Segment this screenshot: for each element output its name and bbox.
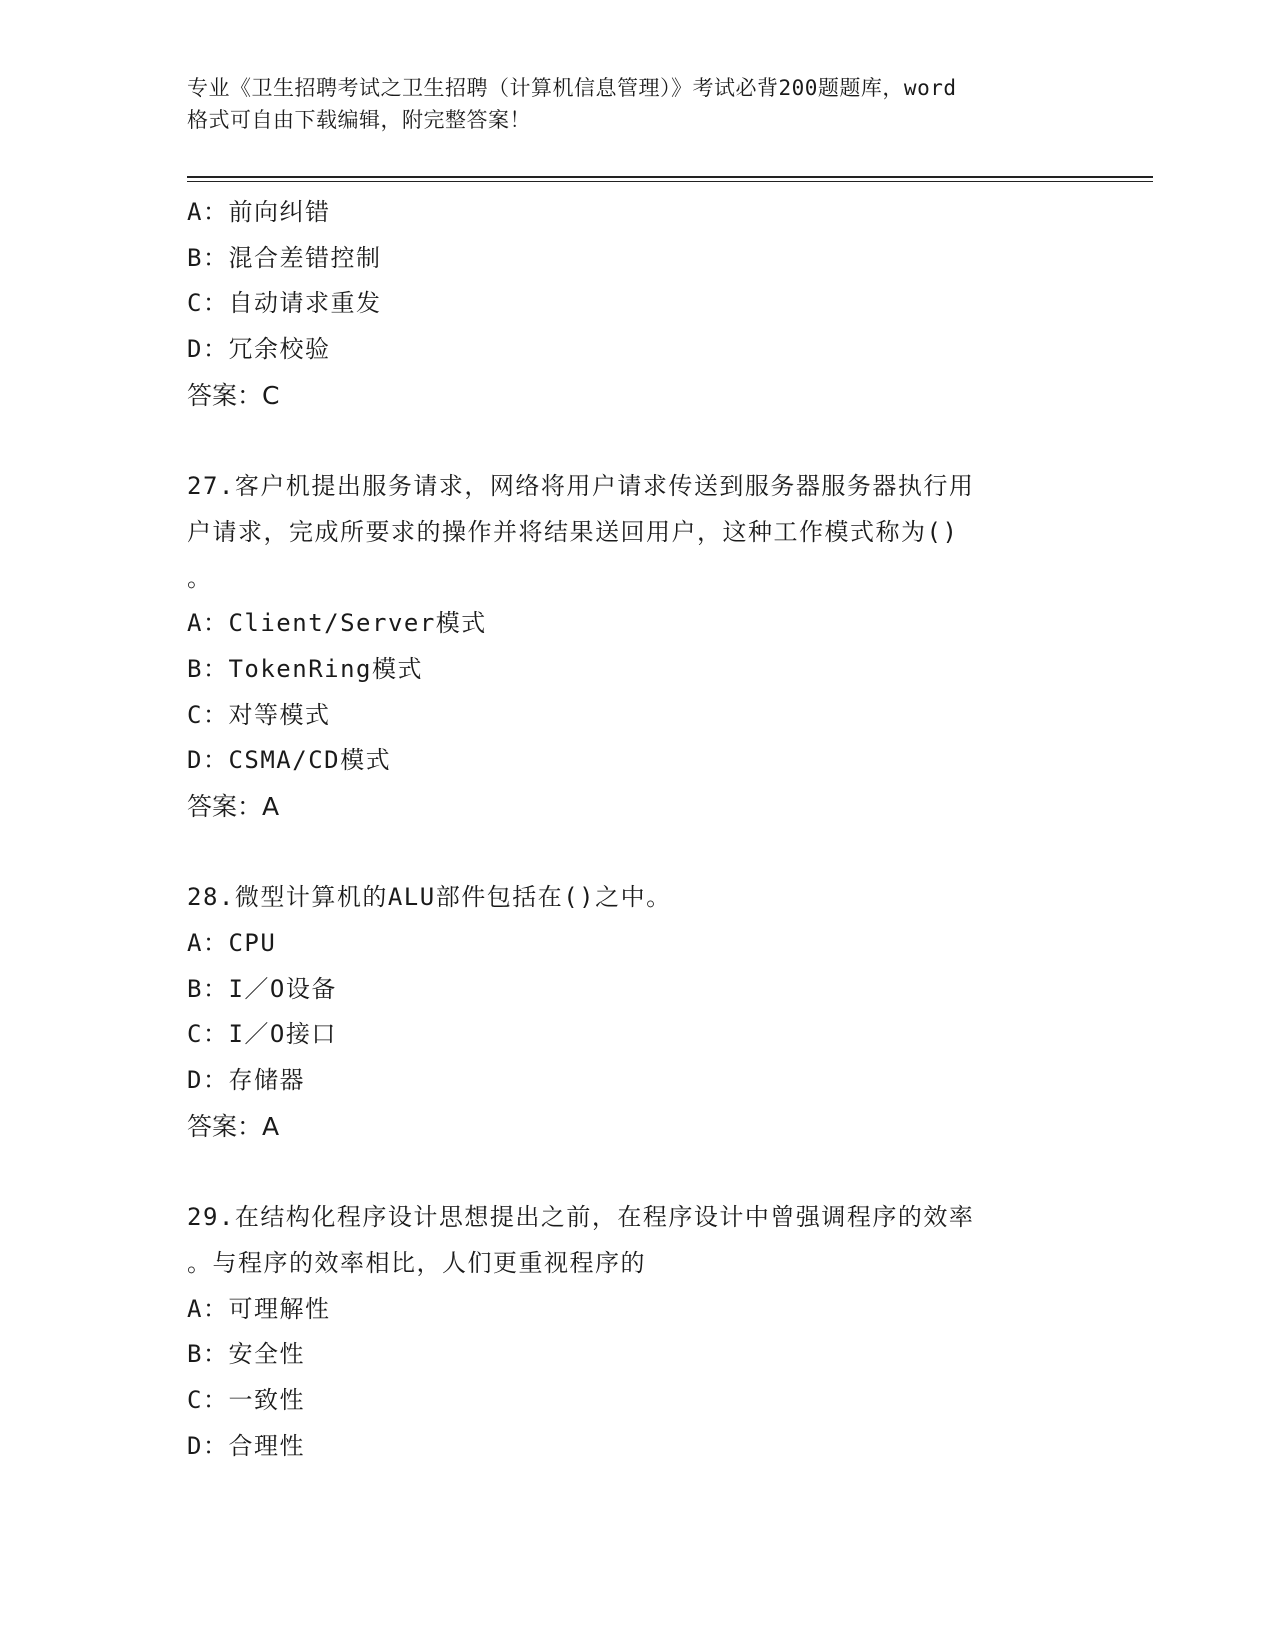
option-d: D：存储器 <box>187 1066 305 1095</box>
answer-line: 答案：A <box>187 1111 280 1141</box>
option-a: A：CPU <box>187 929 277 957</box>
header-divider-thin <box>187 181 1153 182</box>
option-a: A：可理解性 <box>187 1294 331 1323</box>
option-b: B：I／O设备 <box>187 974 337 1003</box>
question-stem-line: 27.客户机提出服务请求，网络将用户请求传送到服务器服务器执行用 <box>187 472 975 501</box>
document-header <box>187 72 1087 136</box>
question-list <box>187 190 1087 1469</box>
option-a: A：Client/Server模式 <box>187 609 487 638</box>
question-spacer <box>187 418 1087 464</box>
option-b: B：混合差错控制 <box>187 243 382 272</box>
question-stem-line: 。与程序的效率相比，人们更重视程序的 <box>187 1248 646 1277</box>
question-stem-line: 户请求，完成所要求的操作并将结果送回用户，这种工作模式称为() <box>187 517 959 546</box>
answer-line: 答案：A <box>187 791 280 821</box>
option-c: C：一致性 <box>187 1385 305 1414</box>
option-b: B：TokenRing模式 <box>187 654 423 683</box>
question-stem-line: 28.微型计算机的ALU部件包括在()之中。 <box>187 883 672 912</box>
option-c: C：对等模式 <box>187 700 331 729</box>
option-d: D：CSMA/CD模式 <box>187 746 392 775</box>
question-28 <box>187 875 1087 1149</box>
option-d: D：合理性 <box>187 1431 305 1460</box>
option-c: C：I／O接口 <box>187 1020 337 1049</box>
option-c: C：自动请求重发 <box>187 289 382 318</box>
question-26 <box>187 190 1087 418</box>
header-divider-thick <box>187 176 1153 178</box>
answer-line: 答案：C <box>187 380 280 410</box>
question-spacer <box>187 830 1087 876</box>
header-line-2: 格式可自由下载编辑，附完整答案！ <box>187 108 531 132</box>
header-line-1: 专业《卫生招聘考试之卫生招聘（计算机信息管理）》考试必背200题题库，word <box>187 76 957 100</box>
question-stem-line: 。 <box>187 563 213 592</box>
question-27 <box>187 464 1087 830</box>
option-a: A：前向纠错 <box>187 198 331 226</box>
question-29 <box>187 1195 1087 1469</box>
question-spacer <box>187 1149 1087 1195</box>
option-d: D：冗余校验 <box>187 335 331 364</box>
question-stem-line: 29.在结构化程序设计思想提出之前，在程序设计中曾强调程序的效率 <box>187 1203 975 1232</box>
option-b: B：安全性 <box>187 1340 305 1369</box>
